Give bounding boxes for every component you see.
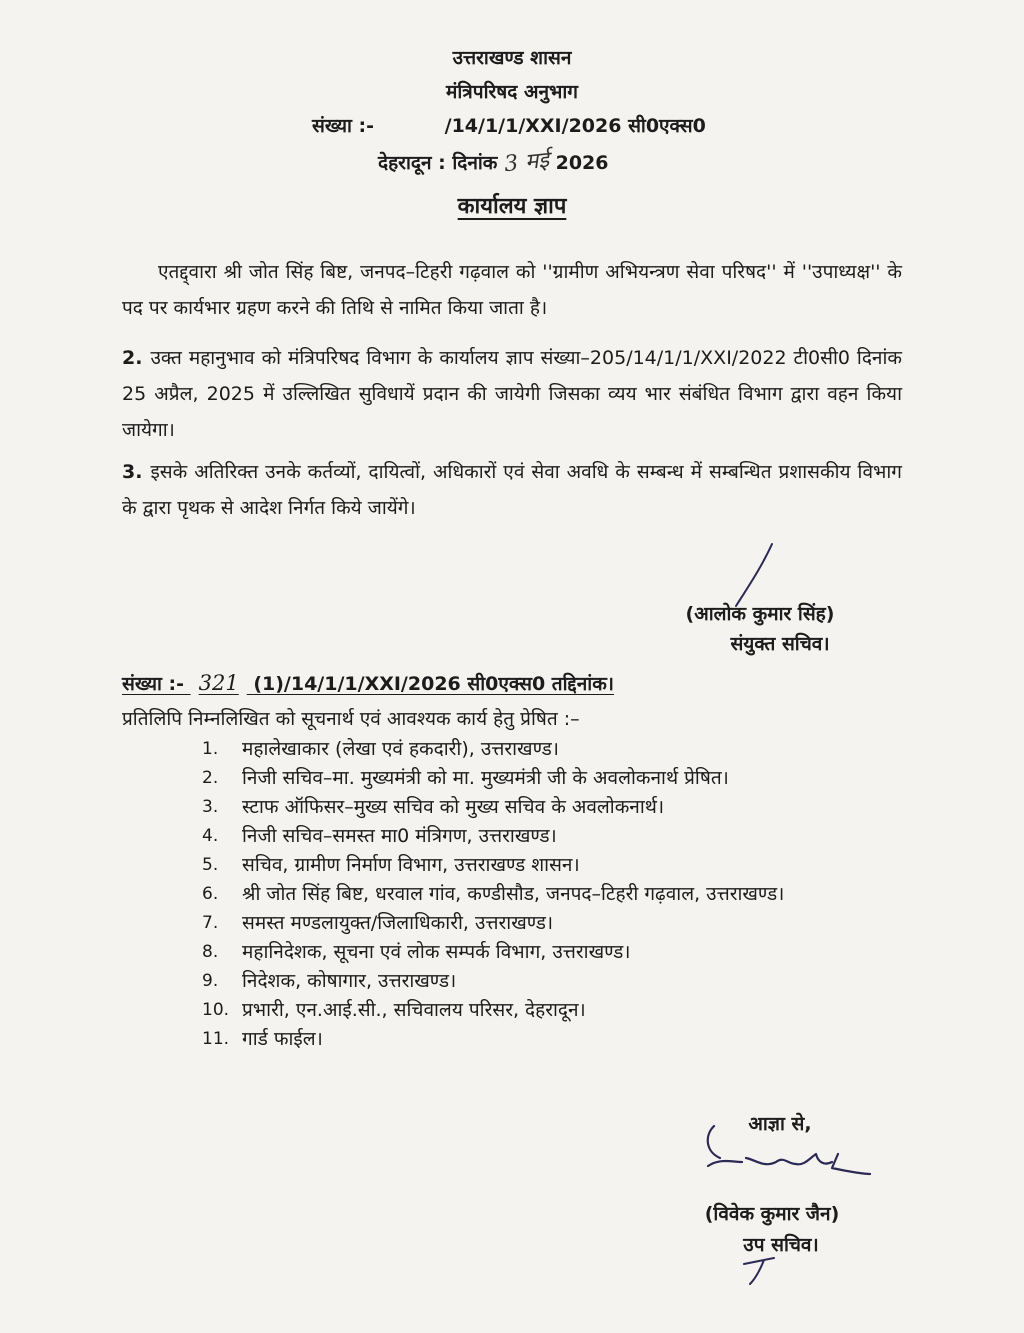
- by-order: आज्ञा से,: [748, 1113, 812, 1135]
- copy-recipient-number: [150, 1025, 242, 1054]
- copy-recipient-item: [150, 938, 910, 967]
- copy-recipient-number-text: 3.: [202, 797, 219, 817]
- copy-recipient-item: [150, 851, 910, 880]
- copy-recipient-text: प्रभारी, एन.आई.सी., सचिवालय परिसर, देहरादून।: [242, 999, 586, 1021]
- signatory-1-name: (आलोक कुमार सिंह): [685, 603, 835, 625]
- copy-recipient-text: सचिव, ग्रामीण निर्माण विभाग, उत्तराखण्ड शासन।: [242, 854, 580, 876]
- copy-recipient-list: [150, 735, 910, 1054]
- paragraph-3-text: इसके अतिरिक्त उनके कर्तव्यों, दायित्वों, अधिकारों एवं सेवा अवधि के सम्बन्ध में सम्बन्धित प्रशासकीय विभाग के द्वारा पृथक से आदेश निर्गत किये जायेंगे।: [122, 461, 902, 519]
- copy-recipient-number: [150, 967, 242, 996]
- copy-recipient-number-text: 10.: [202, 1000, 230, 1020]
- copy-recipient-text: समस्त मण्डलायुक्त/जिलाधिकारी, उत्तराखण्ड।: [242, 912, 554, 934]
- copy-recipient-item: [150, 996, 910, 1025]
- copy-intro: प्रतिलिपि निम्नलिखित को सूचनार्थ एवं आवश्यक कार्य हेतु प्रेषित :–: [122, 708, 580, 730]
- paragraph-1-text: एतद्द्वारा श्री जोत सिंह बिष्ट, जनपद–टिहरी गढ़वाल को ''ग्रामीण अभियन्त्रण सेवा परिषद'' में ''उपाध्यक्ष'' के पद पर कार्यभार ग्रहण करने की तिथि से नामित किया जाता है।: [122, 261, 902, 319]
- copy-recipient-item: [150, 822, 910, 851]
- signatory-1: [660, 600, 860, 656]
- copy-recipient-text: श्री जोत सिंह बिष्ट, धरवाल गांव, कण्डीसौड, जनपद–टिहरी गढ़वाल, उत्तराखण्ड।: [242, 883, 785, 905]
- number-reference: /14/1/1/XXI/2026 सी0एक्स0: [444, 115, 706, 137]
- copy-recipient-number-text: 6.: [202, 884, 219, 904]
- paragraph-2-number: 2.: [122, 347, 143, 369]
- copy-recipient-item: [150, 764, 910, 793]
- copy-recipient-number: [150, 880, 242, 909]
- copy-recipient-item: [150, 1025, 910, 1054]
- signatory-2-designation: उप सचिव।: [743, 1234, 819, 1256]
- copy-recipient-item: [150, 880, 910, 909]
- copy-recipient-number: [150, 735, 242, 764]
- copy-recipient-number: [150, 793, 242, 822]
- copy-recipient-number: [150, 909, 242, 938]
- copy-recipient-item: [150, 735, 910, 764]
- document-title: कार्यालय ज्ञाप: [457, 194, 567, 219]
- paragraph-3: [122, 454, 902, 526]
- copy-recipient-text: स्टाफ ऑफिसर–मुख्य सचिव को मुख्य सचिव के अवलोकनार्थ।: [242, 796, 665, 818]
- copy-recipient-number-text: 1.: [202, 739, 219, 759]
- signature-deputy-secretary: [700, 1118, 875, 1186]
- copy-recipient-number: [150, 764, 242, 793]
- copy-recipient-number-text: 11.: [202, 1029, 230, 1049]
- paragraph-1: [122, 254, 902, 326]
- signatory-2: [672, 1200, 872, 1257]
- copy-recipient-text: गार्ड फाईल।: [242, 1028, 323, 1050]
- copy-ref-label: संख्या :-: [122, 673, 184, 695]
- copy-recipient-number: [150, 851, 242, 880]
- department-name: मंत्रिपरिषद अनुभाग: [446, 81, 578, 103]
- copy-recipient-text: निजी सचिव–मा. मुख्यमंत्री को मा. मुख्यमंत्री जी के अवलोकनार्थ प्रेषित।: [242, 767, 729, 789]
- handwritten-copy-number: 321: [198, 671, 239, 695]
- handwritten-date: 3 मई: [503, 147, 551, 178]
- place-date: [378, 146, 609, 176]
- paragraph-3-number: 3.: [122, 461, 143, 483]
- initial-mark: [740, 1254, 780, 1288]
- copy-recipient-item: [150, 909, 910, 938]
- copy-recipient-number-text: 4.: [202, 826, 219, 846]
- copy-recipient-text: निजी सचिव–समस्त मा0 मंत्रिगण, उत्तराखण्ड।: [242, 825, 557, 847]
- copy-recipient-text: महालेखाकार (लेखा एवं हकदारी), उत्तराखण्ड।: [242, 738, 559, 760]
- copy-recipient-item: [150, 793, 910, 822]
- copy-recipient-number-text: 8.: [202, 942, 219, 962]
- government-name: उत्तराखण्ड शासन: [452, 47, 572, 69]
- copy-recipient-text: महानिदेशक, सूचना एवं लोक सम्पर्क विभाग, उत्तराखण्ड।: [242, 941, 631, 963]
- copy-recipient-item: [150, 967, 910, 996]
- number-label: संख्या :-: [312, 115, 374, 137]
- date-year: 2026: [555, 152, 609, 174]
- copy-reference: [122, 670, 614, 696]
- copy-recipient-text: निदेशक, कोषागार, उत्तराखण्ड।: [242, 970, 457, 992]
- copy-recipient-number-text: 5.: [202, 855, 219, 875]
- paragraph-2-text: उक्त महानुभाव को मंत्रिपरिषद विभाग के कार्यालय ज्ञाप संख्या–205/14/1/1/XXI/2022 टी0सी0 दिनांक 25 अप्रैल, 2025 में उल्लिखित सुविधायें प्रदान की जायेगी जिसका व्यय भार संबंधित विभाग द्वारा वहन किया जायेगा।: [122, 347, 902, 441]
- copy-recipient-number-text: 7.: [202, 913, 219, 933]
- signatory-1-designation: संयुक्त सचिव।: [730, 633, 830, 655]
- signatory-2-name: (विवेक कुमार जैन): [704, 1203, 840, 1225]
- copy-recipient-number-text: 2.: [202, 768, 219, 788]
- letter-number: [312, 112, 706, 138]
- place-date-label: देहरादून : दिनांक: [378, 152, 498, 174]
- copy-recipient-number-text: 9.: [202, 971, 219, 991]
- copy-recipient-number: [150, 996, 242, 1025]
- copy-recipient-number: [150, 938, 242, 967]
- copy-ref-text: (1)/14/1/1/XXI/2026 सी0एक्स0 तद्दिनांक।: [253, 673, 614, 695]
- copy-recipient-number: [150, 822, 242, 851]
- paragraph-2: [122, 340, 902, 448]
